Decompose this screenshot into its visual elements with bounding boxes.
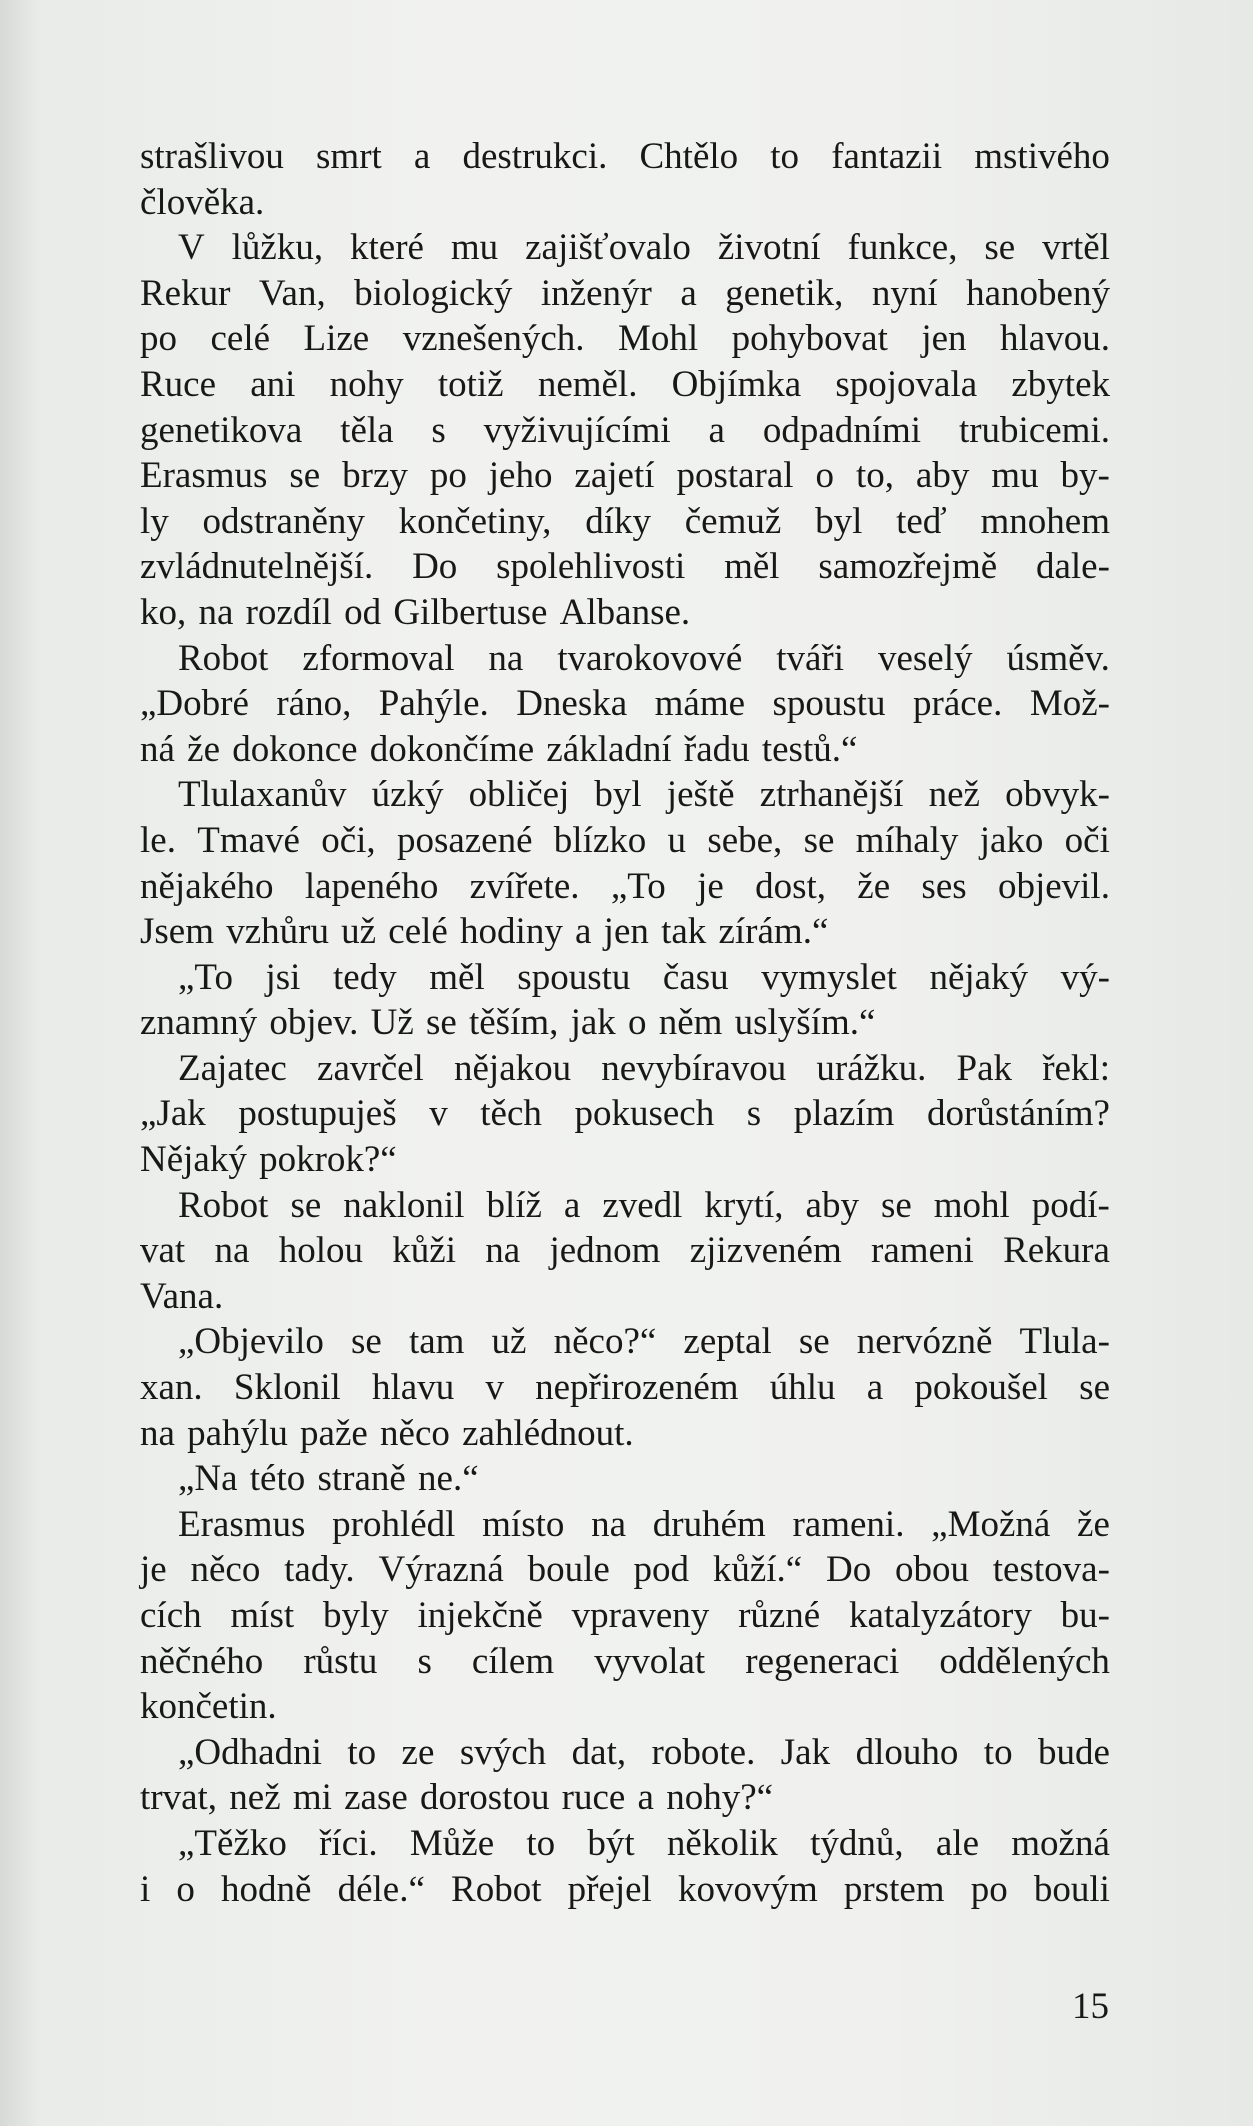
text-line: ly odstraněny končetiny, díky čemuž byl teď mnohem — [140, 500, 1110, 542]
text-line: Vana. — [140, 1275, 224, 1317]
text-line: Tlulaxanův úzký obličej byl ještě ztrhanější než obvyk- — [178, 774, 1110, 816]
text-line: po celé Lize vznešených. Mohl pohybovat jen hlavou. — [140, 318, 1110, 360]
text-line: „Těžko říci. Může to být několik týdnů, ale možná — [178, 1822, 1110, 1864]
text-line: le. Tmavé oči, posazené blízko u sebe, se míhaly jako oči — [140, 819, 1110, 861]
page-gutter-shadow — [0, 0, 40, 2126]
text-line: Erasmus prohlédl místo na druhém rameni. „Možná že — [178, 1503, 1110, 1545]
text-line: Erasmus se brzy po jeho zajetí postaral o to, aby mu by- — [140, 455, 1110, 497]
text-line: „Jak postupuješ v těch pokusech s plazím dorůstáním? — [140, 1093, 1110, 1135]
text-line: na pahýlu paže něco zahlédnout. — [140, 1412, 634, 1454]
text-line: zvládnutelnější. Do spolehlivosti měl samozřejmě dale- — [140, 546, 1110, 588]
text-line: Rekur Van, biologický inženýr a genetik, nyní hanobený — [140, 272, 1110, 314]
text-line: trvat, než mi zase dorostou ruce a nohy?“ — [140, 1777, 774, 1819]
text-line: „Objevilo se tam už něco?“ zeptal se nervózně Tlula- — [178, 1321, 1110, 1363]
text-line: V lůžku, které mu zajišťovalo životní funkce, se vrtěl — [178, 227, 1110, 269]
text-line: xan. Sklonil hlavu v nepřirozeném úhlu a pokoušel se — [140, 1367, 1110, 1409]
text-line: Robot zformoval na tvarokovové tváři veselý úsměv. — [178, 637, 1110, 679]
text-line: je něco tady. Výrazná boule pod kůží.“ Do obou testova- — [140, 1549, 1110, 1591]
text-line: ko, na rozdíl od Gilbertuse Albanse. — [140, 591, 691, 633]
text-line: Zajatec zavrčel nějakou nevybíravou urážku. Pak řekl: — [178, 1047, 1110, 1089]
body-text — [140, 134, 1110, 1912]
text-line: i o hodně déle.“ Robot přejel kovovým prstem po bouli — [140, 1868, 1110, 1910]
text-line: ná že dokonce dokončíme základní řadu testů.“ — [140, 728, 858, 770]
text-line: člověka. — [140, 181, 265, 223]
text-line: nějakého lapeného zvířete. „To je dost, že ses objevil. — [140, 865, 1110, 907]
text-line: „Dobré ráno, Pahýle. Dneska máme spoustu práce. Mož- — [140, 683, 1110, 725]
text-line: cích míst byly injekčně vpraveny různé katalyzátory bu- — [140, 1595, 1110, 1636]
text-line: Nějaký pokrok?“ — [140, 1139, 397, 1181]
text-line: genetikova těla s vyživujícími a odpadními trubicemi. — [140, 409, 1110, 451]
text-line: Jsem vzhůru už celé hodiny a jen tak zírám.“ — [140, 911, 829, 953]
text-line: strašlivou smrt a destrukci. Chtělo to fantazii mstivého — [140, 136, 1110, 177]
text-line: Ruce ani nohy totiž neměl. Objímka spojovala zbytek — [140, 363, 1110, 405]
text-line: „To jsi tedy měl spoustu času vymyslet nějaký vý- — [178, 956, 1110, 998]
text-line: vat na holou kůži na jednom zjizveném rameni Rekura — [140, 1230, 1110, 1272]
text-line: znamný objev. Už se těším, jak o něm uslyším.“ — [140, 1002, 876, 1044]
text-line: „Odhadni to ze svých dat, robote. Jak dlouho to bude — [178, 1731, 1110, 1773]
text-line: „Na této straně ne.“ — [178, 1458, 479, 1500]
text-line: Robot se naklonil blíž a zvedl krytí, aby se mohl podí- — [178, 1184, 1110, 1226]
page-number: 15 — [1072, 1986, 1109, 2027]
text-line: něčného růstu s cílem vyvolat regeneraci oddělených — [140, 1640, 1110, 1682]
text-line: končetin. — [140, 1686, 277, 1728]
